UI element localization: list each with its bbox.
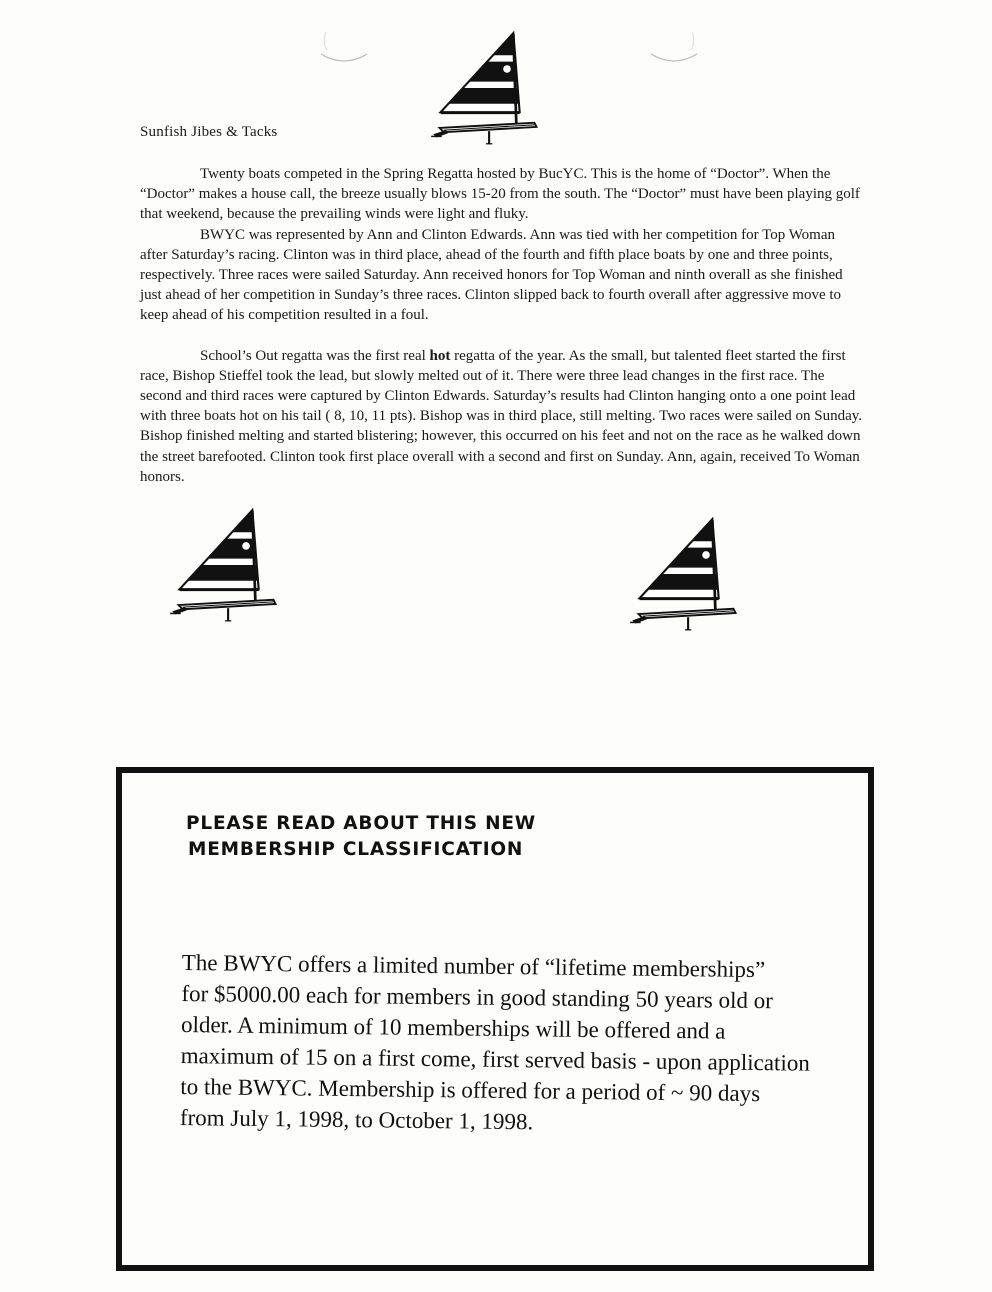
sailboat-icon <box>168 506 284 626</box>
article-body <box>140 164 864 487</box>
notice-body-line: older. A minimum of 10 memberships will be offered and a <box>180 1011 726 1044</box>
sailboat-icon <box>428 30 546 148</box>
notice-body-line: to the BWYC. Membership is offered for a period of ~ 90 days <box>180 1073 761 1107</box>
notice-heading <box>186 811 536 863</box>
membership-notice-box <box>116 767 874 1271</box>
punch-hole-right <box>648 22 700 64</box>
paragraph-text: School’s Out regatta was the first real <box>200 347 430 364</box>
paragraph-text: regatta of the year. As the small, but talented fleet started the first race, Bishop Stieffel took the lead, but slowly melted out of it. There were three lead changes in the first race. The second and third races were captured by Clinton Edwards. Saturday’s results had Clinton hanging onto a one point lead with three boats hot on his tail ( 8, 10, 11 pts). Bishop was in third place, still melting. Two races were sailed on Sunday. Bishop finished melting and started blistering; however, this occurred on his feet and not on the race as he walked down the street barefooted. Clinton took first place overall with a second and first on Sunday. Ann, again, received To Woman honors. <box>140 347 863 485</box>
notice-body-line: maximum of 15 on a first come, first served basis - upon application <box>180 1042 810 1076</box>
emphasis-text: hot <box>429 347 451 364</box>
notice-heading-line: PLEASE READ ABOUT THIS NEW <box>186 813 537 834</box>
notice-body-line: from July 1, 1998, to October 1, 1998. <box>179 1104 534 1135</box>
sailboat-icon <box>628 515 744 635</box>
notice-body <box>180 947 872 1141</box>
article-paragraph: BWYC was represented by Ann and Clinton Edwards. Ann was tied with her competition for Top Woman after Saturday’s racing. Clinton was in third place, ahead of the fourth and fifth place boats by one and three points, respectively. Three races were sailed Saturday. Ann received honors for Top Woman and ninth overall as she finished just ahead of her competition in Sunday’s three races. Clinton slipped back to fourth overall after aggressive move to keep ahead of his competition resulted in a foul. <box>140 226 843 324</box>
notice-heading-line: MEMBERSHIP CLASSIFICATION <box>188 839 524 860</box>
notice-body-line: The BWYC offers a limited number of “lifetime memberships” <box>181 949 766 983</box>
punch-hole-left <box>318 22 370 64</box>
notice-body-line: for $5000.00 each for members in good standing 50 years old or <box>181 980 774 1014</box>
page-header-title: Sunfish Jibes & Tacks <box>140 124 278 140</box>
article-paragraph <box>140 346 864 487</box>
article-paragraph: Twenty boats competed in the Spring Regatta hosted by BucYC. This is the home of “Doctor”. When the “Doctor” makes a house call, the breeze usually blows 15-20 from the south. The “Doctor” must have been playing golf that weekend, because the prevailing winds were light and fluky. <box>140 166 860 223</box>
